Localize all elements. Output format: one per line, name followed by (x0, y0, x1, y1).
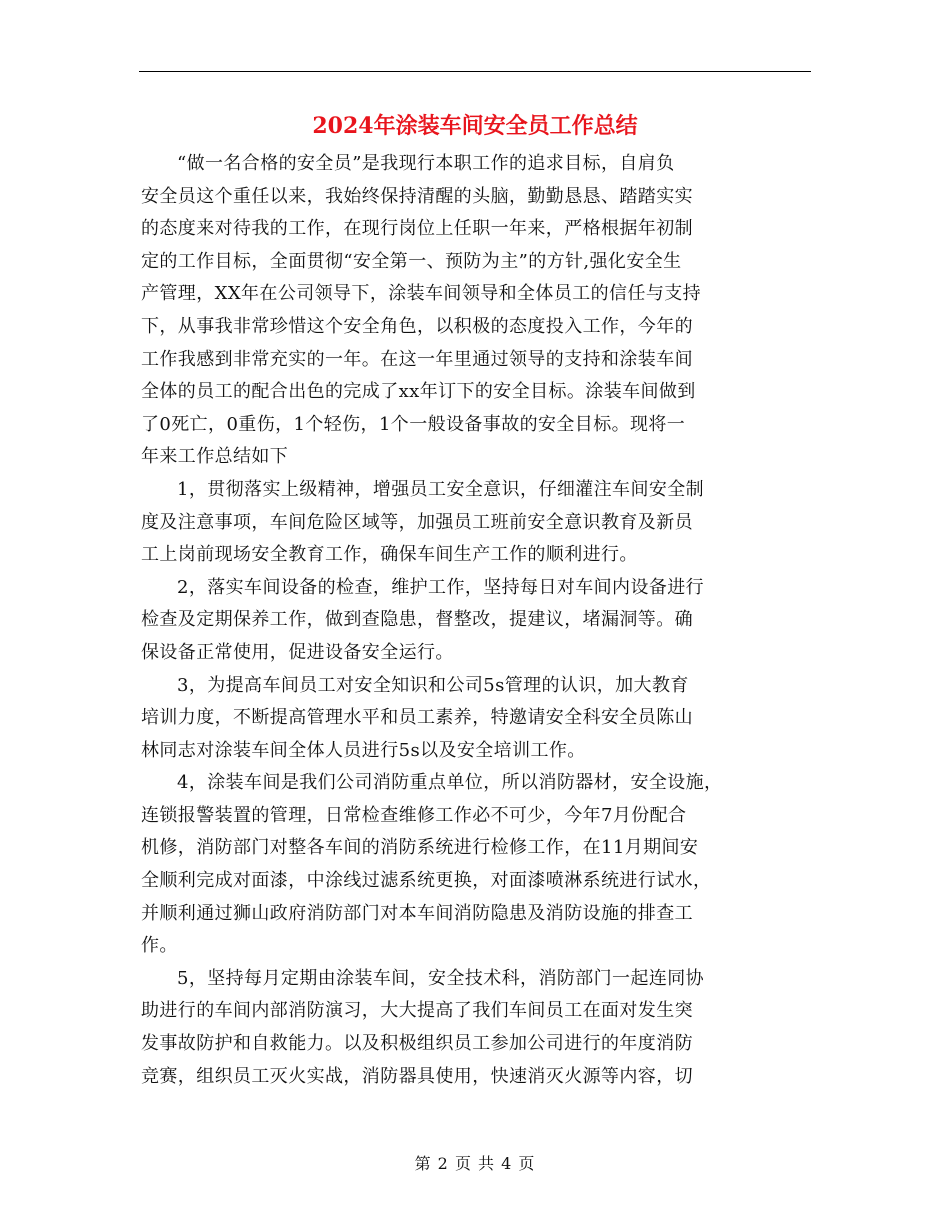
text-line: 作。 (141, 935, 178, 957)
text-line: 产管理，XX年在公司领导下，涂装车间领导和全体员工的信任与支持 (141, 283, 702, 305)
text-line: 了0死亡，0重伤，1个轻伤，1个一般设备事故的安全目标。现将一 (141, 413, 686, 435)
text-line: 检查及定期保养工作，做到查隐患，督整改，提建议，堵漏洞等。确 (141, 609, 693, 631)
text-line: 林同志对涂装车间全体人员进行5s以及安全培训工作。 (141, 739, 586, 761)
text-line: 全体的员工的配合出色的完成了xx年订下的安全目标。涂装车间做到 (141, 381, 696, 403)
page-footer (0, 1152, 950, 1176)
text-line: 并顺利通过狮山政府消防部门对本车间消防隐患及消防设施的排查工 (141, 902, 693, 924)
text-line: 定的工作目标，全面贯彻“安全第一、预防为主”的方针,强化安全生 (141, 250, 682, 272)
text-line: 5，坚持每月定期由涂装车间，安全技术科，消防部门一起连同协 (177, 967, 705, 989)
text-line: 培训力度，不断提高管理水平和员工素养，特邀请安全科安全员陈山 (141, 707, 693, 729)
paragraph-intro (141, 148, 817, 474)
paragraph-item-3 (141, 670, 817, 768)
paragraph-item-2 (141, 572, 817, 670)
text-line: 1，贯彻落实上级精神，增强员工安全意识，仔细灌注车间安全制 (177, 478, 705, 500)
text-line: 安全员这个重任以来，我始终保持清醒的头脑，勤勤恳恳、踏踏实实 (141, 185, 693, 207)
text-line: 2，落实车间设备的检查，维护工作，坚持每日对车间内设备进行 (177, 576, 705, 598)
paragraph-item-4 (141, 767, 817, 963)
text-line: 4，涂装车间是我们公司消防重点单位，所以消防器材，安全设施， (177, 772, 723, 794)
text-line: 3，为提高车间员工对安全知识和公司5s管理的认识，加大教育 (177, 674, 689, 696)
paragraph-item-5 (141, 963, 817, 1093)
text-line: 下，从事我非常珍惜这个安全角色，以积极的态度投入工作，今年的 (141, 315, 693, 337)
text-line: 机修，消防部门对整各车间的消防系统进行检修工作，在11月期间安 (141, 837, 699, 859)
text-line: 全顺利完成对面漆，中涂线过滤系统更换，对面漆喷淋系统进行试水， (141, 870, 712, 892)
text-line: 度及注意事项，车间危险区域等，加强员工班前安全意识教育及新员 (141, 511, 693, 533)
document-body (141, 148, 817, 1093)
text-line: “做一名合格的安全员”是我现行本职工作的追求目标，自肩负 (177, 153, 675, 174)
text-line: 工上岗前现场安全教育工作，确保车间生产工作的顺利进行。 (141, 544, 638, 566)
document-title: 2024年涂装车间安全员工作总结 (312, 113, 638, 139)
text-line: 竞赛，组织员工灭火实战，消防器具使用，快速消灭火源等内容，切 (141, 1065, 693, 1087)
text-line: 年来工作总结如下 (141, 446, 289, 468)
paragraph-item-1 (141, 474, 817, 572)
text-line: 发事故防护和自救能力。以及积极组织员工参加公司进行的年度消防 (141, 1033, 693, 1055)
text-line: 工作我感到非常充实的一年。在这一年里通过领导的支持和涂装车间 (141, 348, 693, 370)
text-line: 助进行的车间内部消防演习，大大提高了我们车间员工在面对发生突 (141, 1000, 693, 1022)
text-line: 保设备正常使用，促进设备安全运行。 (141, 641, 454, 663)
page-number: 第 2 页 共 4 页 (414, 1154, 536, 1173)
text-line: 连锁报警装置的管理，日常检查维修工作必不可少，今年7月份配合 (141, 804, 687, 826)
header-rule (139, 71, 811, 72)
text-line: 的态度来对待我的工作，在现行岗位上任职一年来，严格根据年初制 (141, 218, 693, 240)
